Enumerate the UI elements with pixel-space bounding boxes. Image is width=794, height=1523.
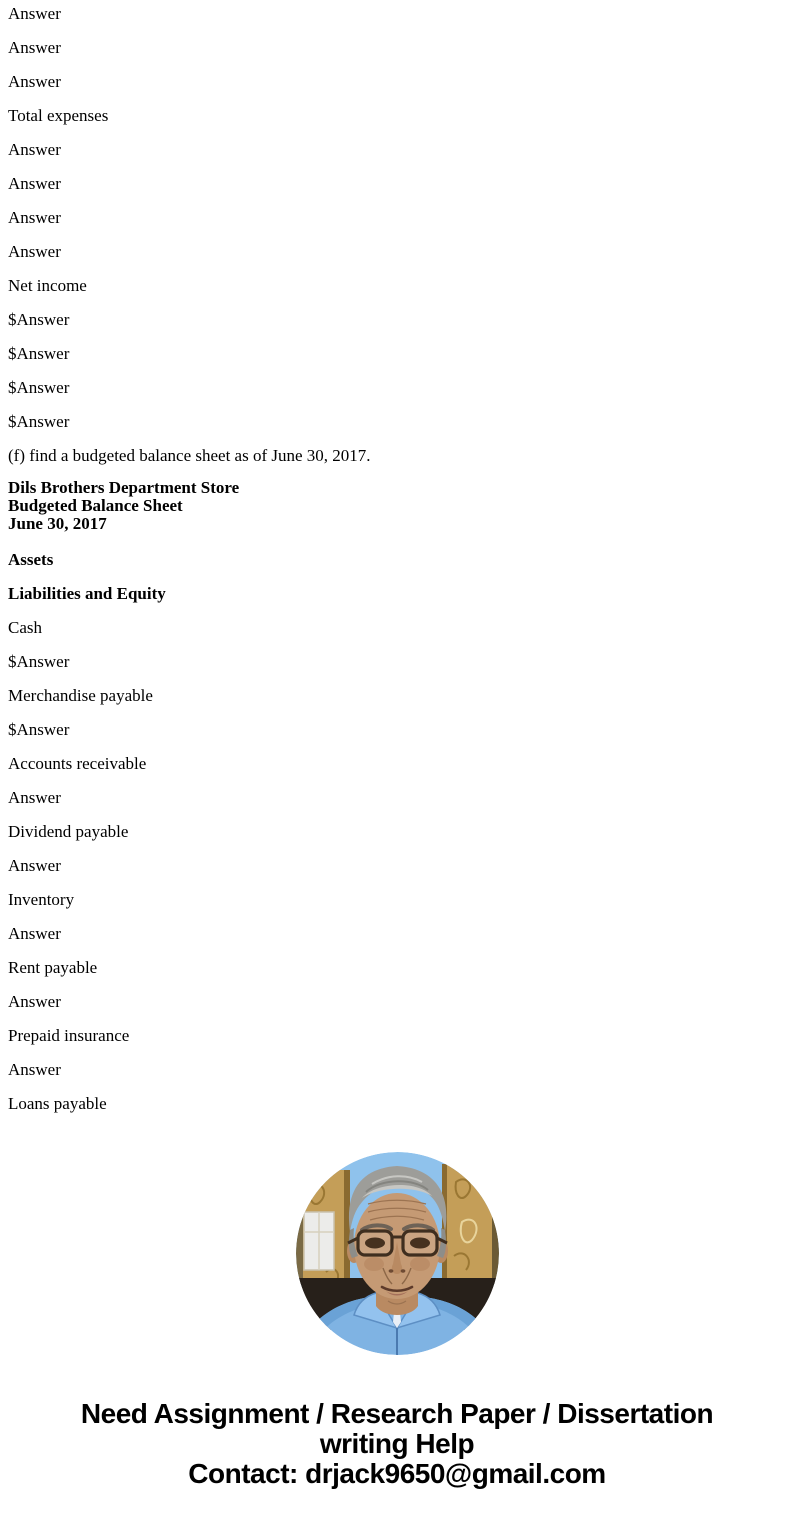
statement-date: June 30, 2017 (8, 514, 107, 533)
footer-contact-email: Contact: drjack9650@gmail.com (188, 1458, 606, 1489)
doc-line-accounts-receivable: Accounts receivable (8, 754, 147, 773)
liabilities-heading: Liabilities and Equity (8, 584, 166, 603)
assets-heading: Assets (8, 550, 54, 569)
doc-line: Answer (8, 4, 61, 23)
doc-line: $Answer (8, 412, 70, 431)
doc-line: $Answer (8, 720, 70, 739)
document-body (8, 3, 786, 1127)
doc-line: Answer (8, 140, 61, 159)
statement-name: Budgeted Balance Sheet (8, 496, 183, 515)
doc-line: Answer (8, 72, 61, 91)
promo-footer (8, 1399, 786, 1489)
doc-line-instruction-f: (f) find a budgeted balance sheet as of June 30, 2017. (8, 446, 371, 465)
doc-line-prepaid-insurance: Prepaid insurance (8, 1026, 130, 1045)
doc-line: $Answer (8, 652, 70, 671)
profile-photo-container (8, 1152, 786, 1355)
doc-line-merchandise-payable: Merchandise payable (8, 686, 153, 705)
doc-line: $Answer (8, 378, 70, 397)
doc-line-net-income: Net income (8, 276, 87, 295)
doc-line: Answer (8, 208, 61, 227)
doc-line: $Answer (8, 344, 70, 363)
doc-line: $Answer (8, 310, 70, 329)
doc-line: Answer (8, 174, 61, 193)
doc-line-loans-payable: Loans payable (8, 1094, 107, 1113)
doc-line: Answer (8, 856, 61, 875)
doc-line: Answer (8, 38, 61, 57)
doc-line-dividend-payable: Dividend payable (8, 822, 129, 841)
doc-line-inventory: Inventory (8, 890, 75, 909)
doc-line: Answer (8, 924, 61, 943)
balance-sheet-title (8, 479, 786, 549)
doc-line-cash: Cash (8, 618, 42, 637)
profile-photo (296, 1152, 499, 1355)
footer-line-1: Need Assignment / Research Paper / Dissertation (80, 1398, 714, 1429)
company-name: Dils Brothers Department Store (8, 478, 240, 497)
doc-line-rent-payable: Rent payable (8, 958, 98, 977)
doc-line: Answer (8, 788, 61, 807)
doc-line: Answer (8, 992, 61, 1011)
doc-line: Answer (8, 1060, 61, 1079)
doc-line: Answer (8, 242, 61, 261)
doc-line-total-expenses: Total expenses (8, 106, 109, 125)
footer-line-2: writing Help (319, 1428, 475, 1459)
